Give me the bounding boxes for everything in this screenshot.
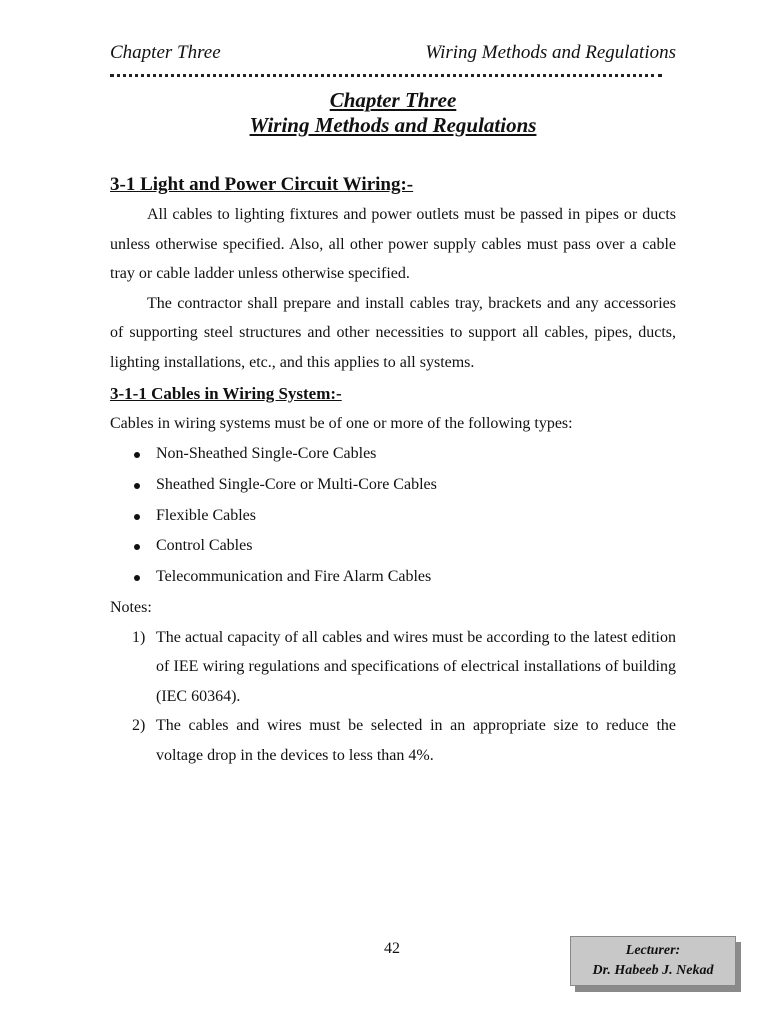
bullet-icon	[134, 483, 140, 489]
section-paragraph-2: The contractor shall prepare and install cables tray, brackets and any accessories of supporting steel structures and other necessities to support all cables, pipes, ducts, lighting installations, etc., and this applies to all systems.	[110, 294, 676, 371]
bullet-icon	[134, 575, 140, 581]
page-content	[110, 170, 676, 770]
lecturer-label: Lecturer:	[625, 943, 681, 958]
list-item	[110, 501, 676, 532]
running-header	[110, 42, 676, 68]
list-item	[110, 439, 676, 470]
lecturer-name: Dr. Habeeb J. Nekad	[592, 963, 714, 978]
notes-list	[110, 623, 676, 771]
notes-label: Notes:	[110, 598, 152, 616]
bullet-icon	[134, 452, 140, 458]
list-item	[110, 470, 676, 501]
cable-types-list	[110, 439, 676, 593]
lecturer-badge	[570, 936, 736, 986]
bullet-icon	[134, 544, 140, 550]
subsection-heading: 3-1-1 Cables in Wiring System:-	[110, 384, 342, 403]
note-number: 1)	[132, 628, 146, 646]
header-divider	[110, 74, 662, 77]
chapter-title-line1: Chapter Three	[329, 88, 457, 112]
list-item-text: Flexible Cables	[156, 506, 256, 524]
chapter-title	[110, 88, 676, 138]
header-topic: Wiring Methods and Regulations	[425, 42, 676, 63]
note-item	[110, 623, 676, 712]
list-item-text: Sheathed Single-Core or Multi-Core Cables	[156, 475, 437, 493]
subsection-intro: Cables in wiring systems must be of one or more of the following types:	[110, 415, 573, 432]
list-item-text: Telecommunication and Fire Alarm Cables	[156, 568, 432, 586]
section-heading: 3-1 Light and Power Circuit Wiring:-	[110, 174, 414, 195]
note-text: The cables and wires must be selected in an appropriate size to reduce the voltage drop in the devices to less than 4%.	[156, 717, 676, 764]
header-chapter: Chapter Three	[110, 42, 221, 63]
list-item-text: Control Cables	[156, 537, 253, 555]
list-item	[110, 531, 676, 562]
list-item	[110, 562, 676, 593]
note-text: The actual capacity of all cables and wires must be according to the latest edition of IEE wiring regulations and specifications of electrical installations of building (IEC 60364).	[156, 628, 676, 705]
bullet-icon	[134, 514, 140, 520]
note-number: 2)	[132, 717, 146, 735]
page-number: 42	[384, 940, 400, 957]
section-paragraph-1: All cables to lighting fixtures and power outlets must be passed in pipes or ducts unless otherwise specified. Also, all other power supply cables must pass over a cable tray or cable ladder unless otherwise specified.	[110, 206, 676, 282]
list-item-text: Non-Sheathed Single-Core Cables	[156, 445, 377, 462]
note-item	[110, 711, 676, 770]
chapter-title-line2: Wiring Methods and Regulations	[249, 113, 537, 137]
